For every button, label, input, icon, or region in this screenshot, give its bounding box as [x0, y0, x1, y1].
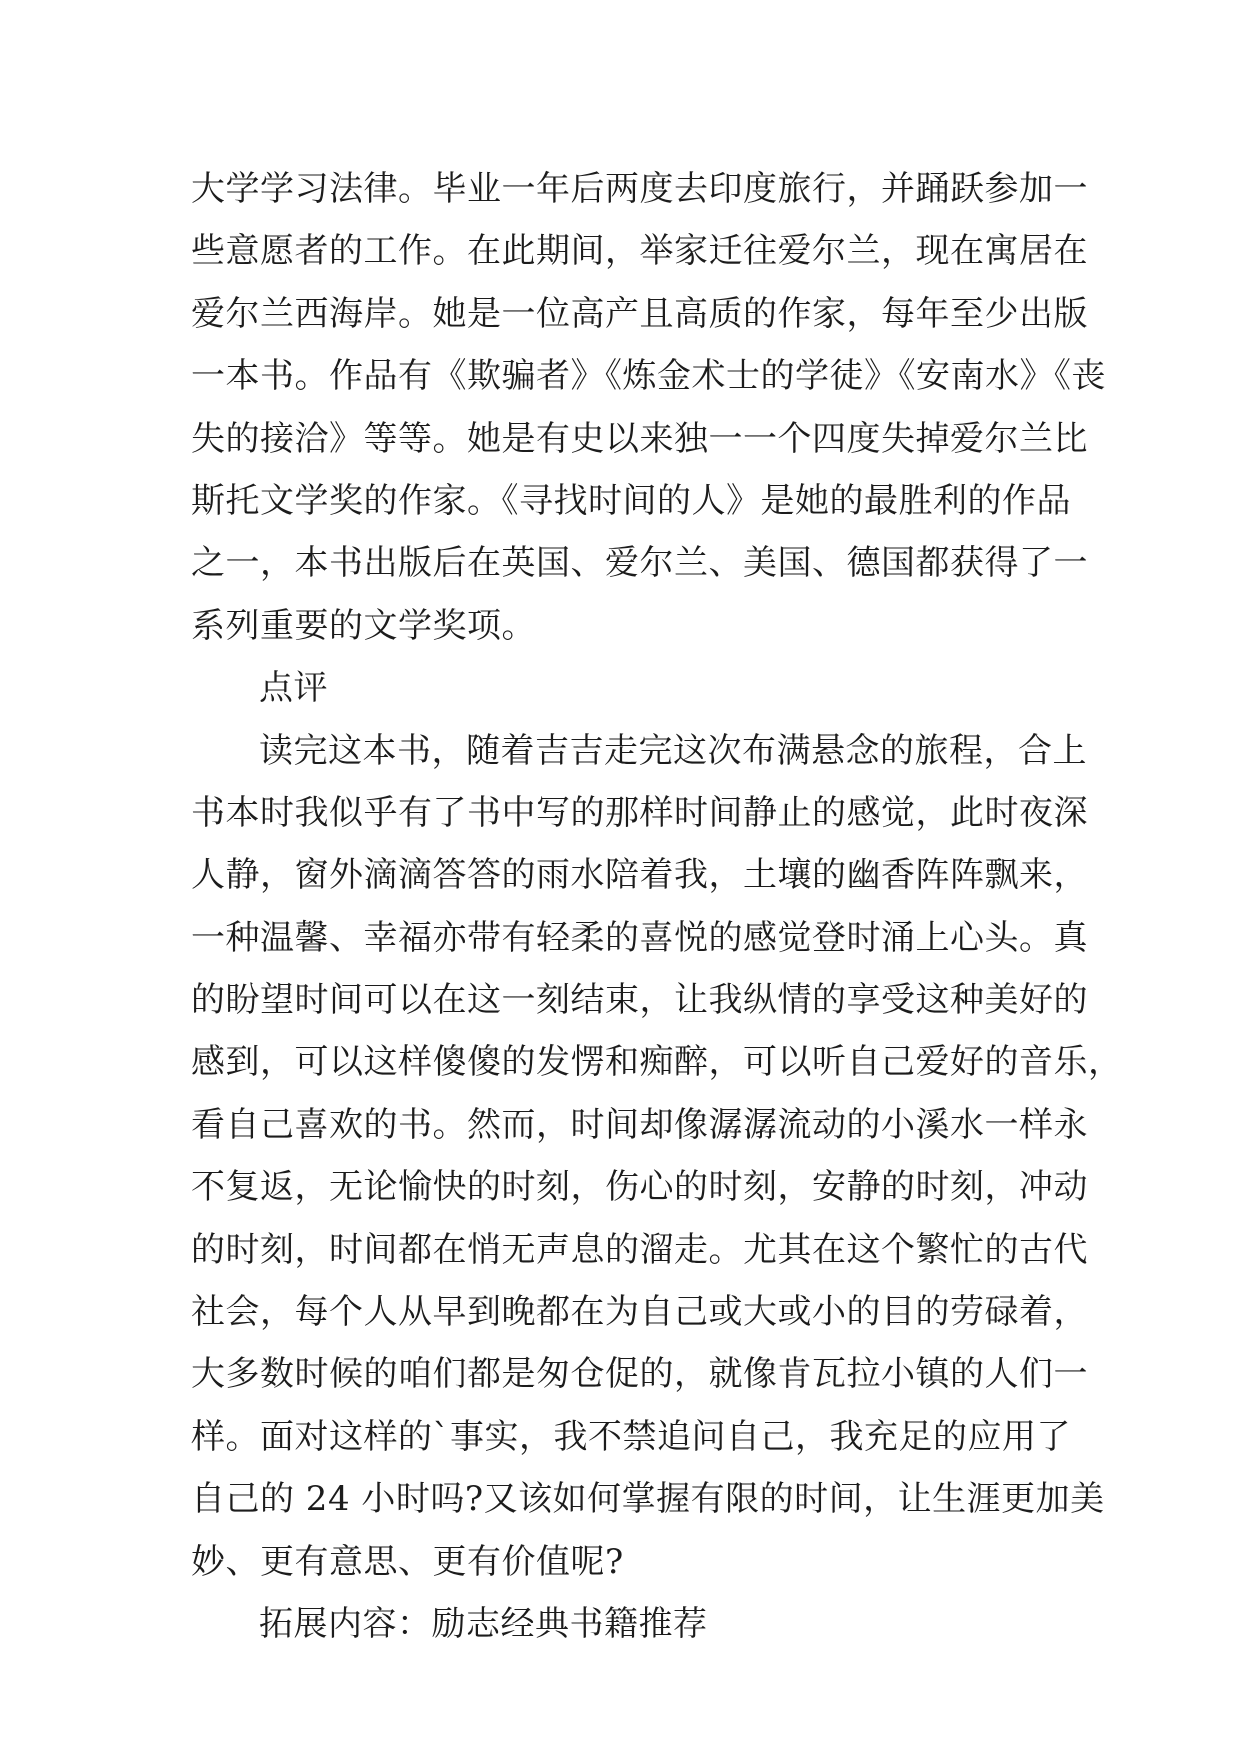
- text-line: 感到，可以这样傻傻的发愣和痴醉，可以听自己爱好的音乐，: [191, 1042, 1123, 1083]
- text-line: 大多数时候的咱们都是匆仓促的，就像肯瓦拉小镇的人们一: [191, 1354, 1088, 1395]
- text-line: 的时刻，时间都在悄无声息的溜走。尤其在这个繁忙的古代: [191, 1229, 1088, 1270]
- text-line: 失的接洽》等等。她是有史以来独一一个四度失掉爱尔兰比: [191, 418, 1088, 459]
- text-line: 之一，本书出版后在英国、爱尔兰、美国、德国都获得了一: [191, 543, 1088, 584]
- text-line: 不复返，无论愉快的时刻，伤心的时刻，安静的时刻，冲动: [191, 1167, 1088, 1208]
- text-line: 妙、更有意思、更有价值呢?: [191, 1541, 624, 1582]
- text-line: 人静，窗外滴滴答答的雨水陪着我，土壤的幽香阵阵飘来，: [191, 855, 1088, 896]
- text-line: 些意愿者的工作。在此期间，举家迁往爱尔兰，现在寓居在: [191, 231, 1088, 272]
- text-line: 样。面对这样的`事实，我不禁追问自己，我充足的应用了: [191, 1416, 1071, 1457]
- text-line: 一种温馨、幸福亦带有轻柔的喜悦的感觉登时涌上心头。真: [191, 917, 1088, 958]
- text-line: 拓展内容：励志经典书籍推荐: [259, 1603, 708, 1644]
- text-line: 社会，每个人从早到晚都在为自己或大或小的目的劳碌着，: [191, 1292, 1088, 1333]
- text-line: 一本书。作品有《欺骗者》《炼金术士的学徒》《安南水》《丧: [191, 356, 1106, 397]
- text-line: 系列重要的文学奖项。: [191, 605, 536, 646]
- text-line: 点评: [259, 668, 328, 709]
- text-line: 大学学习法律。毕业一年后两度去印度旅行，并踊跃参加一: [191, 169, 1088, 209]
- text-line: 读完这本书，随着吉吉走完这次布满悬念的旅程，合上: [259, 730, 1087, 771]
- text-line: 斯托文学奖的作家。《寻找时间的人》是她的最胜利的作品: [191, 480, 1071, 521]
- text-line: 的盼望时间可以在这一刻结束，让我纵情的享受这种美好的: [191, 980, 1088, 1021]
- text-line: 看自己喜欢的书。然而，时间却像潺潺流动的小溪水一样永: [191, 1104, 1088, 1145]
- text-line: 爱尔兰西海岸。她是一位高产且高质的作家，每年至少出版: [191, 293, 1088, 334]
- body-text: [191, 158, 1123, 1655]
- text-line: 自己的 24 小时吗?又该如何掌握有限的时间，让生涯更加美: [191, 1479, 1105, 1520]
- text-line: 书本时我似乎有了书中写的那样时间静止的感觉，此时夜深: [191, 792, 1088, 833]
